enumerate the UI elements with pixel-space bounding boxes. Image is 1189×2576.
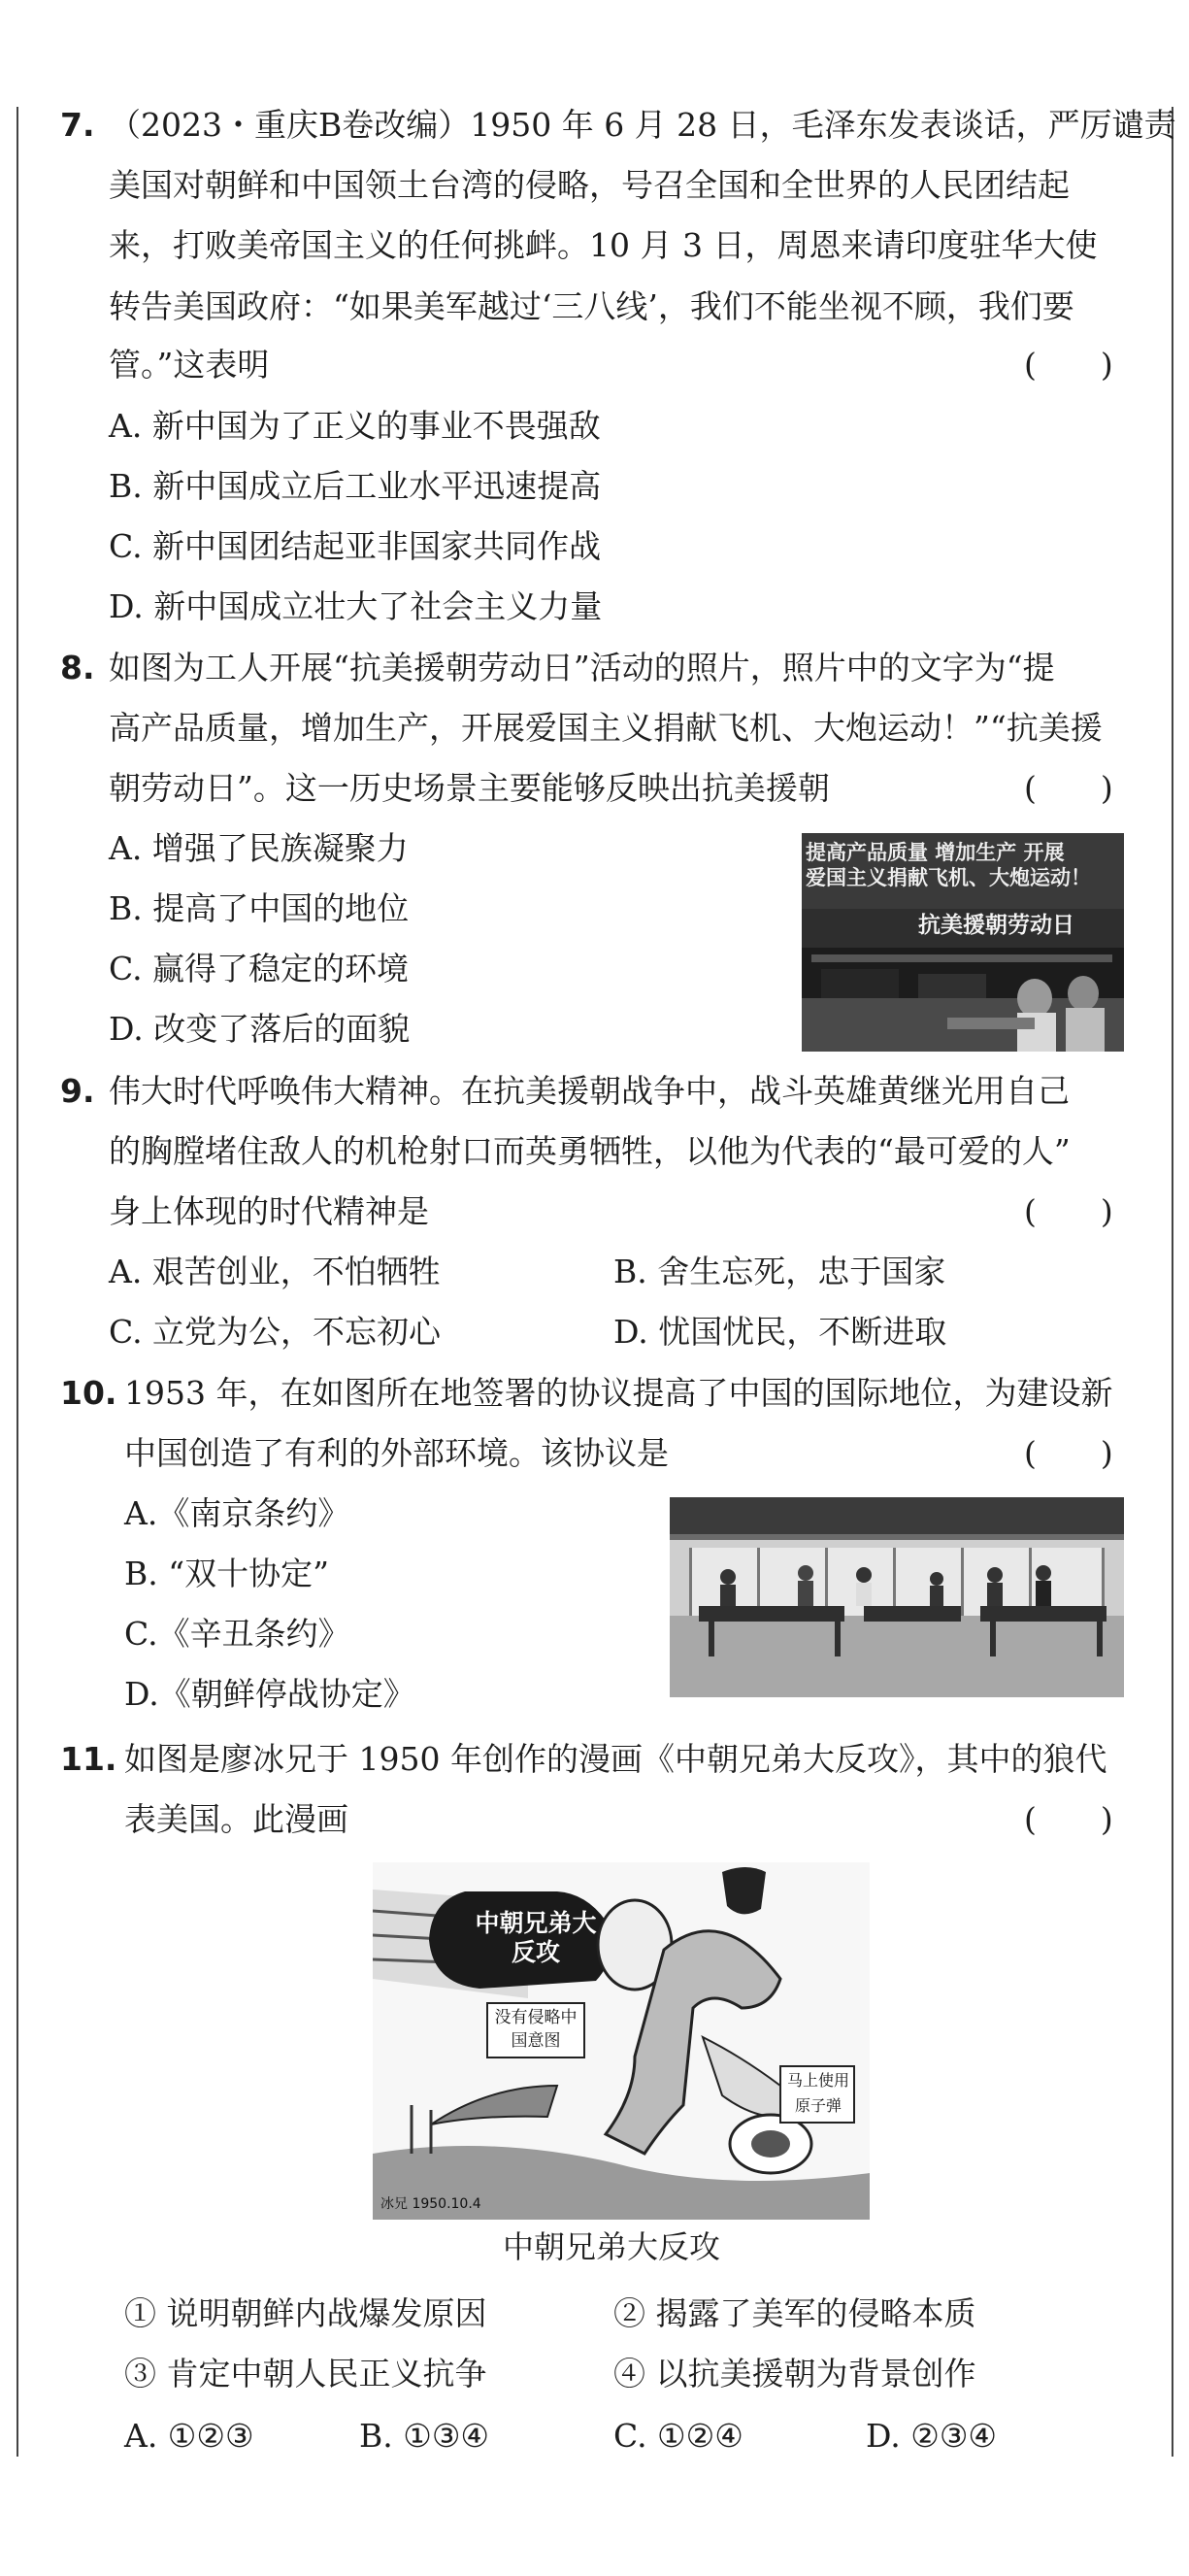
- question-text-line: 1953 年，在如图所在地签署的协议提高了中国的国际地位，为建设新: [124, 1374, 1113, 1412]
- option-d: D. 新中国成立壮大了社会主义力量: [109, 587, 603, 625]
- photo-banner-line-3: 抗美援朝劳动日: [918, 913, 1074, 938]
- cartoon-sign-no-intent: 没有侵略中国意图: [494, 2008, 578, 2051]
- cartoon-image: [373, 1862, 870, 2220]
- question-text-line: 转告美国政府：“如果美军越过‘三八线’，我们不能坐视不顾，我们要: [109, 287, 1074, 325]
- option-d: D. 忧国忧民，不断进取: [613, 1313, 947, 1351]
- answer-bracket: ( ): [1024, 1434, 1113, 1472]
- question-text-line: 美国对朝鲜和中国领土台湾的侵略，号召全国和全世界的人民团结起: [109, 166, 1070, 204]
- question-text-line: 的胸膛堵住敌人的机枪射口而英勇牺牲，以他为代表的“最可爱的人”: [109, 1132, 1071, 1170]
- option-b: B. “双十协定”: [124, 1555, 329, 1592]
- question-text-line: 高产品质量，增加生产，开展爱国主义捐献飞机、大炮运动！”“抗美援: [109, 709, 1103, 747]
- option-d: D. 改变了落后的面貌: [109, 1010, 411, 1048]
- question-number: 9.: [60, 1072, 95, 1110]
- cartoon-fist-text: 中朝兄弟大反攻: [475, 1909, 597, 1966]
- armistice-hall-scene: [670, 1497, 1124, 1697]
- option-a: A. 艰苦创业，不怕牺牲: [109, 1253, 441, 1290]
- cartoon-drawing: [373, 1862, 870, 2220]
- cartoon-signature: 冰兄 1950.10.4: [380, 2196, 481, 2212]
- question-number: 11.: [60, 1740, 117, 1778]
- cartoon-caption: 中朝兄弟大反攻: [503, 2228, 721, 2265]
- photo-banner-line-1: 提高产品质量 增加生产 开展: [806, 841, 1065, 864]
- option-c: C. 立党为公，不忘初心: [109, 1313, 442, 1351]
- option-d: D.《朝鲜停战协定》: [124, 1675, 415, 1713]
- option-b: B. 舍生忘死，忠于国家: [613, 1253, 946, 1290]
- option-b: B. ①③④: [359, 2417, 489, 2455]
- statement-4: ④ 以抗美援朝为背景创作: [613, 2355, 976, 2392]
- statement-3: ③ 肯定中朝人民正义抗争: [124, 2355, 487, 2392]
- question-number: 10.: [60, 1374, 117, 1412]
- option-a: A. ①②③: [124, 2417, 254, 2455]
- question-text-line: 伟大时代呼唤伟大精神。在抗美援朝战争中，战斗英雄黄继光用自己: [109, 1072, 1070, 1110]
- option-d: D. ②③④: [866, 2417, 998, 2455]
- question-text-line: 如图为工人开展“抗美援朝劳动日”活动的照片，照片中的文字为“提: [109, 649, 1055, 686]
- question-number: 7.: [60, 106, 95, 144]
- armistice-hall-photo: [670, 1497, 1124, 1697]
- option-c: C. ①②④: [613, 2417, 743, 2455]
- option-a: A. 新中国为了正义的事业不畏强敌: [109, 407, 601, 445]
- statement-1: ① 说明朝鲜内战爆发原因: [124, 2294, 487, 2332]
- right-margin-rule: [1172, 107, 1173, 2457]
- answer-bracket: ( ): [1024, 346, 1113, 384]
- question-text-line: 管。”这表明: [109, 346, 270, 384]
- labor-day-photo: [802, 833, 1124, 1052]
- question-text-line: 表美国。此漫画: [124, 1800, 348, 1838]
- question-text-line: （2023・重庆B卷改编）1950 年 6 月 28 日，毛泽东发表谈话，严厉谴责: [109, 106, 1176, 144]
- option-b: B. 提高了中国的地位: [109, 889, 410, 927]
- question-text-line: 中国创造了有利的外部环境。该协议是: [124, 1434, 669, 1472]
- answer-bracket: ( ): [1024, 1192, 1113, 1230]
- left-margin-rule: [17, 107, 18, 2457]
- answer-bracket: ( ): [1024, 769, 1113, 807]
- option-c: C. 新中国团结起亚非国家共同作战: [109, 527, 602, 565]
- question-text-line: 身上体现的时代精神是: [109, 1192, 429, 1230]
- question-text-line: 如图是廖冰兄于 1950 年创作的漫画《中朝兄弟大反攻》，其中的狼代: [124, 1740, 1107, 1778]
- question-number: 8.: [60, 649, 95, 686]
- option-c: C. 赢得了稳定的环境: [109, 950, 410, 987]
- statement-2: ② 揭露了美军的侵略本质: [613, 2294, 976, 2332]
- question-text-line: 朝劳动日”。这一历史场景主要能够反映出抗美援朝: [109, 769, 830, 807]
- option-b: B. 新中国成立后工业水平迅速提高: [109, 467, 602, 505]
- question-text-line: 来，打败美帝国主义的任何挑衅。10 月 3 日，周恩来请印度驻华大使: [109, 226, 1098, 264]
- option-a: A.《南京条约》: [124, 1494, 350, 1532]
- cartoon-sign-atomic: 马上使用原子弹: [786, 2071, 849, 2115]
- option-a: A. 增强了民族凝聚力: [109, 829, 409, 867]
- photo-banner-line-2: 爱国主义捐献飞机、大炮运动！: [806, 866, 1091, 889]
- option-c: C.《辛丑条约》: [124, 1615, 350, 1653]
- answer-bracket: ( ): [1024, 1800, 1113, 1838]
